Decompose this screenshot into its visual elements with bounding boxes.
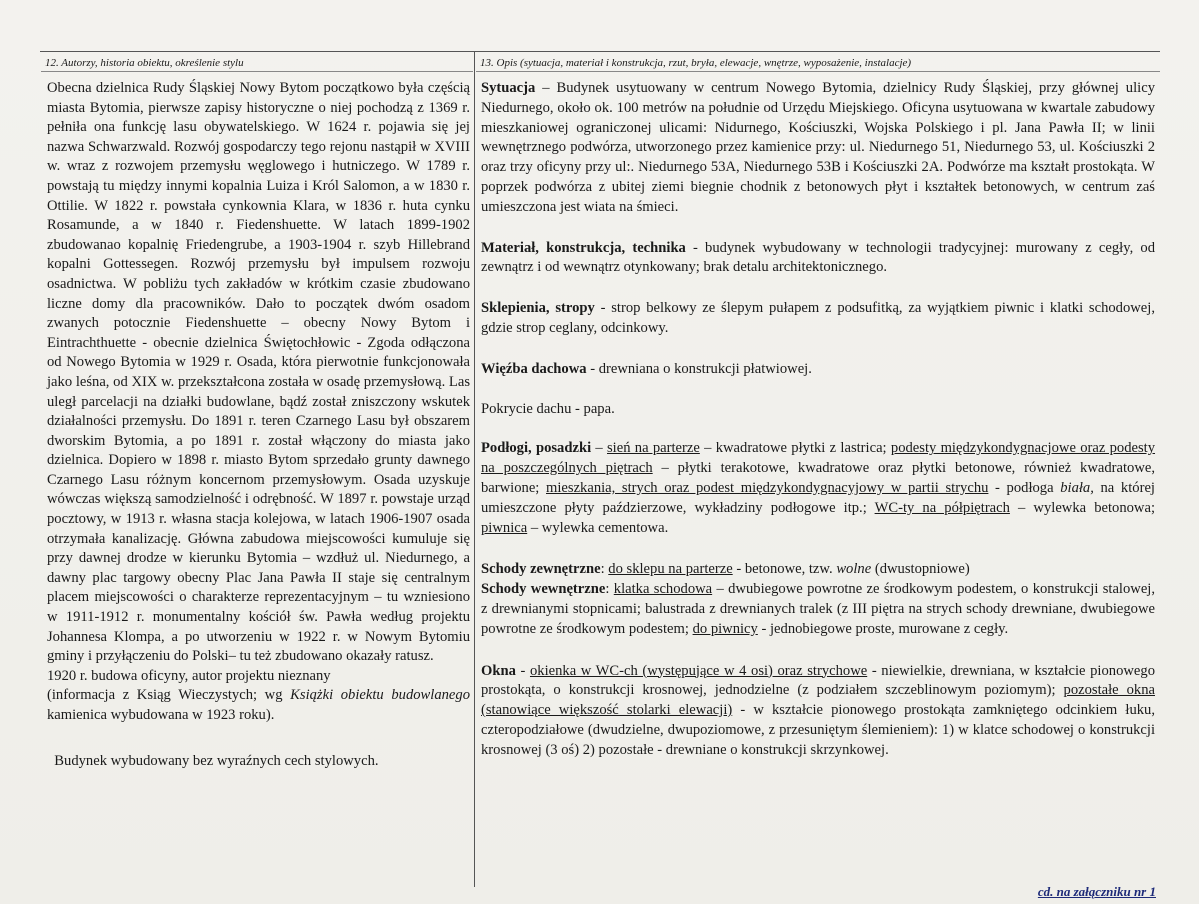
sklepienia-label: Sklepienia, stropy [481, 300, 595, 317]
column-divider [474, 51, 475, 887]
info-suffix: kamienica wybudowana w 1923 roku). [47, 707, 275, 723]
history-column [47, 79, 470, 771]
description-column [481, 79, 1155, 761]
sklepienia-paragraph: Sklepienia, stropy - strop belkowy ze ślepym pułapem z podsufitką, za wyjątkiem piwnic i klatki schodowej, gdzie strop ceglany, odcinkowy. [481, 300, 1155, 336]
continued-on-attachment-link[interactable]: cd. na załączniku nr 1 [1037, 884, 1156, 899]
pokrycie-paragraph: Pokrycie dachu - papa. [481, 400, 615, 417]
podlogi-paragraph: Podłogi, posadzki – sień na parterze – kwadratowe płytki z lastrica; podesty międzykondygnacjowe oraz podesty na poszczególnych piętrach – płytki terakotowe, kwadratowe oraz płytki betonowe, również kwadratowe, barwione; mieszkania, strych oraz podest międzykondygnacyjowy w partii strychu - podłoga biała, na której umieszczone płyty paździerzowe, wykładziny podłogowe itp.; WC-ty na półpiętrach – wylewka betonowa; piwnica – wylewka cementowa. [481, 440, 1156, 536]
sytuacja-label: Sytuacja [481, 80, 536, 96]
material-label: Materiał, konstrukcja, technika [481, 239, 686, 256]
okna-paragraph: Okna - okienka w WC-ch (występujące w 4 osi) oraz strychowe - niewielkie, drewniana, w kształcie pionowego prostokąta, o konstrukcji krosnowej, jednodzielne (z podziałem szczeblinowym poziomym); pozostałe okna (stanowiące większość stolarki elewacji) - w kształcie pionowego prostokąta zamkniętego odcinkiem łuku, czteropodziałowe (dwudzielne, dwupoziomowe, z przesuniętym ślemieniem): 1) w klatce schodowej o konstrukcji krosnowej (3 oś) 2) pozostałe - drewniane o konstrukcji skrzynkowej. [481, 662, 1155, 758]
style-note: Budynek wybudowany bez wyraźnych cech stylowych. [54, 752, 379, 769]
schody-zew-label: Schody zewnętrzne [481, 561, 601, 578]
section-12-heading: 12. Autorzy, historia obiektu, określenie stylu [41, 56, 473, 72]
info-paragraph [47, 686, 470, 725]
podlogi-label: Podłogi, posadzki [481, 440, 592, 457]
section-13-heading: 13. Opis (sytuacja, materiał i konstrukcja, rzut, bryła, elewacje, wnętrze, wyposażenie, instalacje) [476, 56, 1160, 72]
material-paragraph: Materiał, konstrukcja, technika - budynek wybudowany w technologii tradycyjnej: murowany z cegły, od zewnątrz i od wewnątrz otynkowany; brak detalu architektonicznego. [481, 239, 1155, 276]
wiezba-paragraph: Więźba dachowa - drewniana o konstrukcji płatwiowej. [481, 360, 812, 377]
top-rule [40, 51, 1160, 52]
sytuacja-paragraph: Sytuacja – Budynek usytuowany w centrum Nowego Bytomia, dzielnicy Rudy Śląskiej, przy głównej ulicy Niedurnego, około ok. 100 metrów na południe od Urzędu Miejskiego. Oficyna usytuowana w kwartale zabudowy mieszkaniowej ograniczonej ulicami: Nidurnego, Kościuszki, Wojska Polskiego i pl. Jana Pawła II; w linii wewnętrznego podwórza, utworzonego przez kamienice przy: ul. Niedurnego 51, Niedurnego 53, ul. Kościuszki 2 oraz trzy oficyny przy ul:. Niedurnego 53A, Niedurnego 53B i Kościuszki 2A. Podwórze ma kształt prostokąta. W poprzek podwórza z ubitej ziemi biegnie chodnik z betonowych płyt i kształtek betonowych, w centrum zaś umieszczona jest wiata na śmieci. [481, 80, 1155, 215]
info-book-title: Książki obiektu budowlanego [290, 687, 470, 704]
wiezba-label: Więźba dachowa [481, 360, 587, 377]
history-paragraph: Obecna dzielnica Rudy Śląskiej Nowy Bytom początkowo była częścią miasta Bytomia, pierwsze zapisy historyczne o niej pochodzą z 1369 r. pełniła ona funkcję lasu obywatelskiego. W 1624 r. pojawia się jej nazwa Schwarzwald. Rozwój gospodarczy tego rejonu nastąpił w XVIII w. wraz z rozwojem przemysłu węglowego i hutniczego. W 1789 r. powstają tu między innymi kopalnia Luiza i Król Salomon, a w 1830 r. Ottilie. W 1822 r. powstała cynkownia Klara, w 1836 r. huta cynku Rosamunde, a w 1840 r. Fiedenshuette. W latach 1899-1902 zbudowanao kopalnię Friedengrube, a 1903-1904 r. szyb Hillebrand kopalni Gottessegen. Rozwój przemysłu był impulsem rozwoju osadnictwa. W pobliżu tych zakładów w krótkim czasie zbudowano liczne domy dla pracowników. Dało to początek dwóm osadom zwanych potocznie Fiedenshuette – obecny Nowy Bytom i Eintrachthuette - obecnie dzielnica Świętochłowic - Zgoda odłączona od Nowego Bytomia w 1929 r. Osada, która pierwotnie funkcjonowała jako leśna, od XIX w. przekształcona została w osadę przemysłową. Las uległ parcelacji na działki budowlane, bądź został zniszczony wskutek działalności przemysłu. Do 1891 r. teren Czarnego Lasu był obszarem dworskim Bytomia, a po 1891 r. został włączony do miasta jako dzielnica. Dopiero w 1898 r. miasto Bytom sprzedało grunty dawnego Czarnego Lasu różnym koncernom przemysłowym. Osada uzyskuje wówczas większą samodzielność i odrębność. W 1897 r. powstaje urząd pocztowy, w 1913 r. własna stacja kolejowa, w latach 1906-1907 osada otrzymała kanalizację. Główna zabudowa miejscowości kumuluje się przy dawnej drodze w kierunku Bytomia – wzdłuż ul. Niedurnego, a dawny plac targowy obecny Plac Jana Pawła II staje się centralnym placem miejscowości o charakterze reprezentacyjnym – tu wzniesiono w 1911-1912 r. monumentalny kościół św. Pawła według projektu Johannesa Klompa, a po utworzeniu w 1922 r. w Nowym Bytomiu gminy i przyłączeniu do Polski– tu też zbudowano okazały ratusz. [47, 80, 470, 665]
okna-label: Okna [481, 662, 516, 679]
schody-wewnetrzne-paragraph: Schody wewnętrzne: klatka schodowa – dwubiegowe powrotne ze środkowym podestem, o konstrukcji stalowej, z drewnianymi stopnicami; balustrada z drewnianych tralek (z III piętra na strych schody drewniane, dwubiegowe powrotne ze środkowym podestem; do piwnicy - jednobiegowe proste, murowane z cegły. [481, 581, 1156, 637]
info-prefix: (informacja z Ksiąg Wieczystych; wg [47, 687, 291, 704]
schody-zewnetrzne-paragraph: Schody zewnętrzne: do sklepu na parterze - betonowe, tzw. wolne (dwustopniowe) [481, 561, 970, 578]
schody-wew-label: Schody wewnętrzne [481, 581, 606, 598]
year-line: 1920 r. budowa oficyny, autor projektu nieznany [47, 667, 331, 684]
